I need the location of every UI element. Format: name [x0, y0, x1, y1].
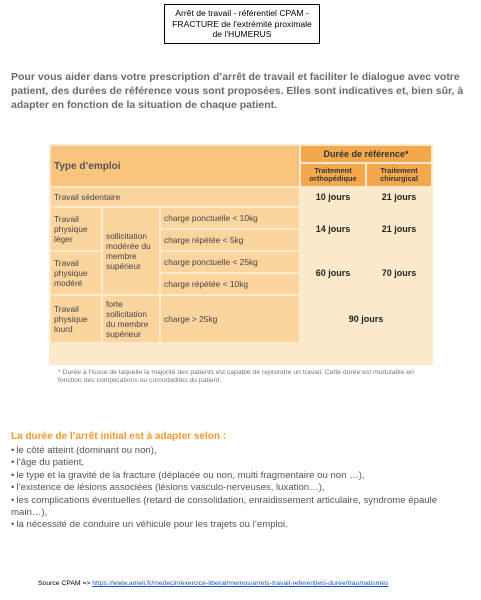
- source-label: Source CPAM =>: [38, 580, 91, 587]
- modere-ortho-value: 60 jours: [301, 252, 365, 294]
- row-travail-leger: Travail physique léger: [51, 208, 101, 250]
- list-item: • le côté atteint (dominant ou non),: [11, 445, 471, 457]
- charge-repetee-10: charge répétée < 10kg: [161, 274, 299, 294]
- row-travail-sedentaire: Travail sédentaire: [51, 188, 299, 206]
- sedentaire-chir-value: 21 jours: [367, 188, 431, 206]
- list-item: • les complications éventuelles (retard de consolidation, enraidissement articulaire, syndrome épaule main…),: [11, 495, 471, 520]
- sollicitation-moderee: sollicitation modérée du membre supérieur: [103, 208, 159, 294]
- row-travail-modere: Travail physique modéré: [51, 252, 101, 294]
- list-item: • l’existence de lésions associées (lésions vasculo-nerveuses, luxation…),: [11, 482, 471, 494]
- row-travail-lourd: Travail physique lourd: [51, 296, 101, 342]
- criteria-list: [11, 445, 471, 532]
- list-item: • l’âge du patient,: [11, 457, 471, 469]
- list-item: • le type et la gravité de la fracture (déplacée ou non, multi fragmentaire ou non …),: [11, 470, 471, 482]
- source-link[interactable]: https://www.ameli.fr/medecin/exercice-liberal/memos/arrets-travail-referentiels-duree/traumatismes: [92, 580, 389, 587]
- table-footnote: * Durée à l’issue de laquelle la majorité des patients est capable de reprendre un travail. Cette durée est modulable en fonction des complications ou comorbidités du patient.: [58, 369, 414, 385]
- forte-sollicitation: forte sollicitation du membre supérieur: [103, 296, 159, 342]
- type-emploi-header: Type d’emploi: [51, 146, 299, 186]
- section-title: La durée de l’arrêt initial est à adapter selon :: [11, 431, 227, 442]
- list-item: • la nécessité de conduire un véhicule pour les trajets ou l’emploi.: [11, 519, 471, 531]
- source-line: [38, 580, 388, 587]
- charge-ponctuelle-25: charge ponctuelle < 25kg: [161, 252, 299, 272]
- document-title: Arrêt de travail - référentiel CPAM - FRACTURE de l'extrémité proximale de l'HUMERUS: [164, 4, 320, 44]
- charge-ponctuelle-10: charge ponctuelle < 10kg: [161, 208, 299, 228]
- charge-repetee-5: charge répétée < 5kg: [161, 230, 299, 250]
- lourd-value: 90 jours: [301, 296, 431, 342]
- intro-paragraph: Pour vous aider dans votre prescription d’arrêt de travail et faciliter le dialogue avec votre patient, des durées de référence vous sont proposées. Elles sont indicatives et, bien sûr, à adapter en fonction de la situation de chaque patient.: [11, 71, 464, 111]
- leger-chir-value: 21 jours: [367, 208, 431, 250]
- charge-sup-25: charge > 25kg: [161, 296, 299, 342]
- leger-ortho-value: 14 jours: [301, 208, 365, 250]
- sedentaire-ortho-value: 10 jours: [301, 188, 365, 206]
- duration-table: [49, 144, 433, 365]
- duree-reference-header: Durée de référence*: [301, 146, 431, 162]
- col-chirurgical: Traitement chirurgical: [367, 164, 431, 186]
- modere-chir-value: 70 jours: [367, 252, 431, 294]
- col-orthopedique: Traitement orthopédique: [301, 164, 365, 186]
